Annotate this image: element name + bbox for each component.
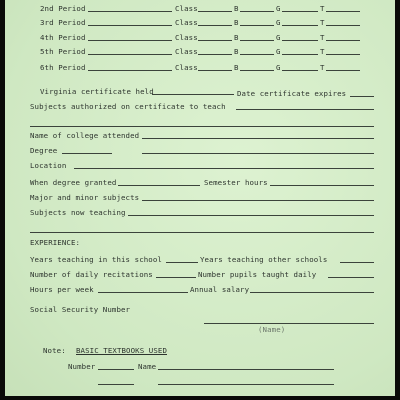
major-minor-label: Major and minor subjects	[30, 193, 140, 202]
g-label: G	[276, 33, 281, 42]
location-line[interactable]	[74, 168, 374, 169]
period-label: 3rd Period	[40, 18, 86, 27]
textbook-number-line[interactable]	[98, 369, 134, 370]
period-label: 4th Period	[40, 33, 86, 42]
annual-salary-label: Annual salary	[190, 285, 250, 294]
class-label: Class	[175, 4, 198, 13]
years-this-school-label: Years teaching in this school	[30, 255, 162, 264]
g-line[interactable]	[282, 11, 318, 12]
textbook-number-label: Number	[68, 362, 96, 371]
g-label: G	[276, 4, 281, 13]
name-caption: (Name)	[258, 325, 286, 334]
textbook-name-label: Name	[138, 362, 157, 371]
b-label: B	[234, 4, 239, 13]
subjects-authorized-line[interactable]	[236, 109, 374, 110]
g-line[interactable]	[282, 70, 318, 71]
left-border	[0, 0, 5, 400]
degree-granted-line[interactable]	[118, 185, 200, 186]
class-label: Class	[175, 33, 198, 42]
class-line[interactable]	[198, 40, 232, 41]
period-label: 6th Period	[40, 63, 86, 72]
class-line[interactable]	[198, 70, 232, 71]
b-line[interactable]	[240, 40, 274, 41]
degree-line-2[interactable]	[142, 153, 374, 154]
textbooks-title: BASIC TEXTBOOKS USED	[76, 346, 167, 355]
b-label: B	[234, 63, 239, 72]
t-line[interactable]	[326, 11, 360, 12]
b-line[interactable]	[240, 54, 274, 55]
certificate-held-line[interactable]	[152, 94, 234, 95]
g-line[interactable]	[282, 25, 318, 26]
textbook-name-line-2[interactable]	[158, 384, 334, 385]
degree-label: Degree	[30, 146, 58, 155]
daily-recitations-line[interactable]	[156, 277, 196, 278]
t-line[interactable]	[326, 70, 360, 71]
period-label: 5th Period	[40, 47, 86, 56]
college-name-label: Name of college attended	[30, 131, 140, 140]
degree-granted-label: When degree granted	[30, 178, 117, 187]
pupils-daily-line[interactable]	[328, 277, 374, 278]
years-other-schools-line[interactable]	[340, 262, 374, 263]
bottom-border	[0, 396, 400, 400]
t-label: T	[320, 18, 325, 27]
g-line[interactable]	[282, 40, 318, 41]
annual-salary-line[interactable]	[250, 292, 374, 293]
period-subject-line[interactable]	[88, 11, 172, 12]
social-security-label: Social Security Number	[30, 305, 131, 314]
degree-line[interactable]	[62, 153, 112, 154]
certificate-held-label: Virginia certificate held	[40, 87, 154, 96]
period-subject-line[interactable]	[88, 54, 172, 55]
class-line[interactable]	[198, 54, 232, 55]
pupils-daily-label: Number pupils taught daily	[198, 270, 317, 279]
class-label: Class	[175, 18, 198, 27]
b-label: B	[234, 18, 239, 27]
b-line[interactable]	[240, 70, 274, 71]
period-subject-line[interactable]	[88, 70, 172, 71]
g-label: G	[276, 18, 281, 27]
major-minor-line[interactable]	[142, 200, 374, 201]
b-label: B	[234, 47, 239, 56]
location-label: Location	[30, 161, 67, 170]
b-line[interactable]	[240, 11, 274, 12]
semester-hours-label: Semester hours	[204, 178, 268, 187]
textbook-number-line-2[interactable]	[98, 384, 134, 385]
semester-hours-line[interactable]	[270, 185, 374, 186]
period-subject-line[interactable]	[88, 40, 172, 41]
g-label: G	[276, 63, 281, 72]
t-label: T	[320, 47, 325, 56]
certificate-expires-label: Date certificate expires	[237, 89, 347, 98]
class-line[interactable]	[198, 25, 232, 26]
period-subject-line[interactable]	[88, 25, 172, 26]
subjects-authorized-label: Subjects authorized on certificate to teach	[30, 102, 226, 111]
t-label: T	[320, 4, 325, 13]
right-border	[395, 0, 400, 400]
g-label: G	[276, 47, 281, 56]
b-label: B	[234, 33, 239, 42]
t-line[interactable]	[326, 25, 360, 26]
experience-heading: EXPERIENCE:	[30, 238, 81, 247]
note-label: Note:	[43, 346, 66, 355]
subjects-now-line-2[interactable]	[30, 232, 374, 233]
b-line[interactable]	[240, 25, 274, 26]
signature-name-line[interactable]	[204, 323, 374, 324]
college-name-line[interactable]	[142, 138, 374, 139]
t-line[interactable]	[326, 54, 360, 55]
subjects-now-label: Subjects now teaching	[30, 208, 126, 217]
t-label: T	[320, 33, 325, 42]
textbook-name-line[interactable]	[158, 369, 334, 370]
t-label: T	[320, 63, 325, 72]
years-other-schools-label: Years teaching other schools	[200, 255, 328, 264]
daily-recitations-label: Number of daily recitations	[30, 270, 153, 279]
class-line[interactable]	[198, 11, 232, 12]
class-label: Class	[175, 47, 198, 56]
years-this-school-line[interactable]	[166, 262, 198, 263]
period-label: 2nd Period	[40, 4, 86, 13]
hours-per-week-line[interactable]	[98, 292, 188, 293]
subjects-now-line[interactable]	[128, 215, 374, 216]
g-line[interactable]	[282, 54, 318, 55]
t-line[interactable]	[326, 40, 360, 41]
subjects-authorized-line-2[interactable]	[30, 126, 374, 127]
hours-per-week-label: Hours per week	[30, 285, 94, 294]
class-label: Class	[175, 63, 198, 72]
certificate-expires-line[interactable]	[350, 96, 374, 97]
